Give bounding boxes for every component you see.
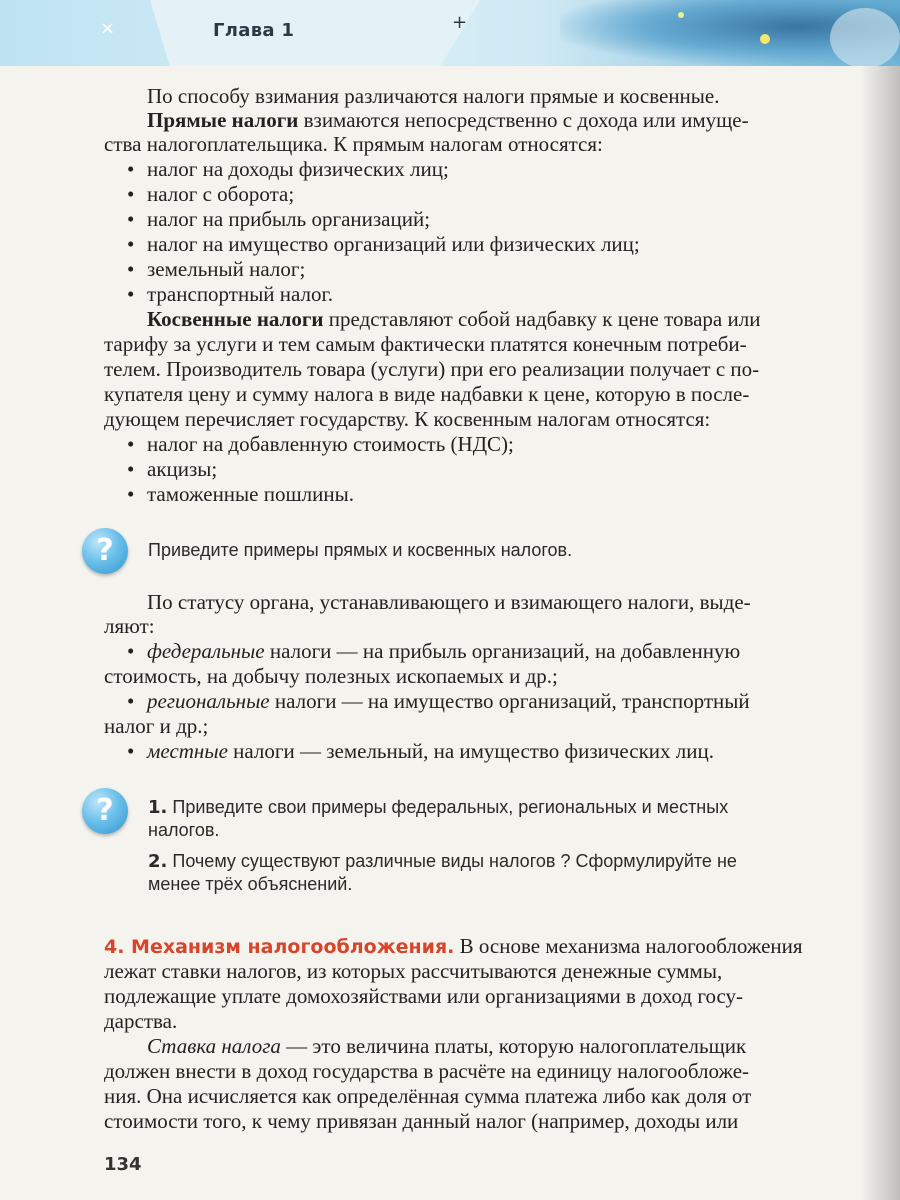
paragraph-line xyxy=(104,934,900,960)
list-item: • местные налоги — земельный, на имущество физических лиц. xyxy=(127,739,714,763)
question-text xyxy=(148,850,900,873)
list-item: • налог на прибыль организаций; xyxy=(127,207,431,231)
question-number: 1. xyxy=(148,797,168,818)
list-item-text: налоги — на имущество организаций, транспортный xyxy=(269,689,750,713)
question-mark-icon: ? xyxy=(82,788,128,834)
decor-blob xyxy=(830,8,900,66)
list-item: • налог на доходы физических лиц; xyxy=(127,157,449,181)
question-number: 2. xyxy=(148,851,168,872)
list-item-text: земельный налог; xyxy=(147,257,306,281)
list-item: • акцизы; xyxy=(127,457,218,481)
term-indirect-taxes: Косвенные налоги xyxy=(147,307,324,331)
paragraph-line xyxy=(147,307,900,332)
paragraph-line: ляют: xyxy=(104,614,155,638)
list-item: • региональные налоги — на имущество организаций, транспортный xyxy=(127,689,750,713)
text-span: Почему существуют различные виды налогов ? Сформулируйте не xyxy=(167,851,737,871)
text-span: Приведите свои примеры федеральных, региональных и местных xyxy=(167,797,729,817)
list-item-text: транспортный налог. xyxy=(147,282,334,306)
decor-dot xyxy=(678,12,684,18)
text-span: В основе механизма налогообложения xyxy=(454,934,803,958)
question-mark-icon: ? xyxy=(82,528,128,574)
list-item-text: налоги — земельный, на имущество физических лиц. xyxy=(227,739,714,763)
paragraph-line: купателя цену и сумму налога в виде надбавки к цене, которую в после- xyxy=(104,382,750,406)
header-tab xyxy=(150,0,480,66)
text-span: — это величина платы, которую налогоплательщик xyxy=(280,1034,747,1058)
list-item-continuation: стоимость, на добычу полезных ископаемых и др.; xyxy=(104,664,558,688)
term-local: местные xyxy=(147,739,228,763)
paragraph-line: По статусу органа, устанавливающего и взимающего налоги, выде- xyxy=(147,590,751,614)
text-span: взимаются непосредственно с дохода или имуще- xyxy=(298,108,749,132)
term-regional: региональные xyxy=(147,689,270,713)
paragraph-line: должен внести в доход государства в расчёте на единицу налогообложе- xyxy=(104,1059,750,1083)
question-text: менее трёх объяснений. xyxy=(148,874,353,894)
list-item: • федеральные налоги — на прибыль организаций, на добавленную xyxy=(127,639,741,663)
paragraph-line: тарифу за услуги и тем самым фактически платятся конечным потреби- xyxy=(104,332,747,356)
paragraph-line: лежат ставки налогов, из которых рассчитываются денежные суммы, xyxy=(104,959,723,983)
paragraph-line: По способу взимания различаются налоги прямые и косвенные. xyxy=(147,84,720,108)
paragraph-line xyxy=(147,108,900,133)
list-item: • налог на добавленную стоимость (НДС); xyxy=(127,432,514,456)
list-item-text: налоги — на прибыль организаций, на добавленную xyxy=(264,639,741,663)
paragraph-line: стоимости того, к чему привязан данный налог (например, доходы или xyxy=(104,1109,739,1133)
paragraph-line: дарства. xyxy=(104,1009,178,1033)
list-item-text: налог на доходы физических лиц; xyxy=(147,157,449,181)
chapter-title: Глава 1 xyxy=(213,20,295,41)
text-span: представляют собой надбавку к цене товара или xyxy=(323,307,761,331)
page-number: 134 xyxy=(104,1154,142,1175)
paragraph-line xyxy=(147,1034,900,1059)
list-item: • налог на имущество организаций или физических лиц; xyxy=(127,232,640,256)
plus-icon: + xyxy=(452,12,468,33)
term-tax-rate: Ставка налога xyxy=(147,1034,281,1058)
list-item-text: налог с оборота; xyxy=(147,182,295,206)
list-item-text: налог на прибыль организаций; xyxy=(147,207,431,231)
term-federal: федеральные xyxy=(147,639,265,663)
list-item-text: таможенные пошлины. xyxy=(147,482,354,506)
list-item: • налог с оборота; xyxy=(127,182,295,206)
list-item: • транспортный налог. xyxy=(127,282,334,306)
term-direct-taxes: Прямые налоги xyxy=(147,108,299,132)
list-item: • земельный налог; xyxy=(127,257,306,281)
question-text: налогов. xyxy=(148,820,220,840)
section-heading: 4. Механизм налогообложения. xyxy=(104,936,455,958)
paragraph-line: телем. Производитель товара (услуги) при его реализации получает с по- xyxy=(104,357,760,381)
decor-dot xyxy=(760,34,770,44)
page-header xyxy=(0,0,900,66)
list-item-text: акцизы; xyxy=(147,457,218,481)
list-item: • таможенные пошлины. xyxy=(127,482,354,506)
list-item-text: налог на добавленную стоимость (НДС); xyxy=(147,432,514,456)
paragraph-line: дующем перечисляет государству. К косвенным налогам относятся: xyxy=(104,407,711,431)
list-item-continuation: налог и др.; xyxy=(104,714,209,738)
paragraph-line: подлежащие уплате домохозяйствами или организациями в доход госу- xyxy=(104,984,744,1008)
question-text: Приведите примеры прямых и косвенных налогов. xyxy=(148,540,573,560)
paragraph-line: ства налогоплательщика. К прямым налогам относятся: xyxy=(104,132,603,156)
question-text xyxy=(148,796,900,819)
cross-icon: × xyxy=(100,18,116,39)
paragraph-line: ния. Она исчисляется как определённая сумма платежа либо как доля от xyxy=(104,1084,752,1108)
list-item-text: налог на имущество организаций или физических лиц; xyxy=(147,232,640,256)
